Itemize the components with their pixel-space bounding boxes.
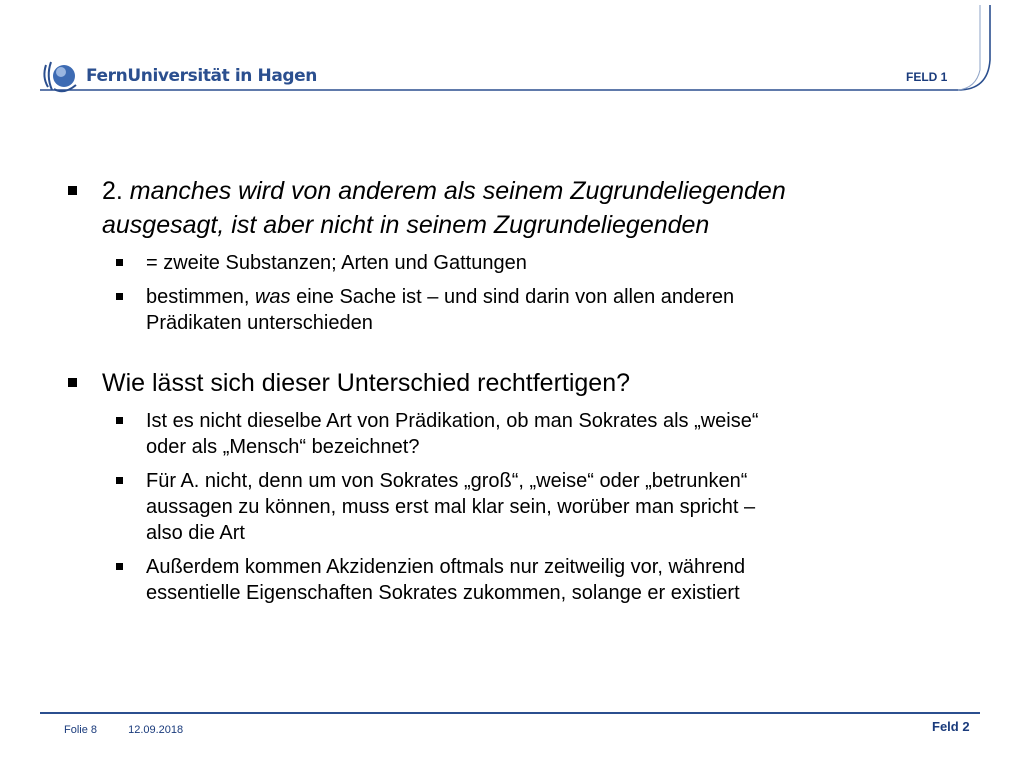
university-logo	[40, 56, 317, 96]
slide-number: Folie 8	[64, 724, 98, 736]
bullet-2-sub-3	[60, 554, 980, 606]
bullet-1-sub-1-text: = zweite Substanzen; Arten und Gattungen	[146, 252, 527, 274]
bullet-2-sub-1-line1: Ist es nicht dieselbe Art von Prädikation, ob man Sokrates als „weise“	[146, 410, 759, 432]
header-feld-label: FELD 1	[906, 70, 948, 84]
globe-logo-icon	[40, 57, 80, 95]
bullet-1-sub-2-italic: was	[254, 286, 291, 308]
bullet-2-sub-3-line1: Außerdem kommen Akzidenzien oftmals nur zeitweilig vor, während	[146, 556, 746, 578]
bullet-2-sub-3-line2: essentielle Eigenschaften Sokrates zukommen, solange er existiert	[146, 582, 740, 604]
bullet-1-line2: ausgesagt, ist aber nicht in seinem Zugrundeliegenden	[102, 211, 710, 239]
bullet-1-line1: manches wird von anderem als seinem Zugrundeliegenden	[129, 177, 786, 205]
bullet-1-sub-2-post: eine Sache ist – und sind darin von allen anderen	[290, 286, 735, 308]
bullet-1-prefix: 2.	[102, 177, 130, 205]
slide-content	[60, 174, 980, 606]
bullet-1-sub-1	[60, 250, 980, 276]
slide-date: 12.09.2018	[128, 724, 184, 736]
bullet-2-sub-1	[60, 408, 980, 460]
bullet-2	[60, 366, 980, 400]
footer-left	[64, 724, 211, 736]
logo-text: FernUniversität in Hagen	[86, 66, 318, 86]
bullet-2-text: Wie lässt sich dieser Unterschied rechtfertigen?	[102, 369, 631, 397]
bullet-2-sub-2-line2: aussagen zu können, muss erst mal klar sein, worüber man spricht –	[146, 496, 756, 518]
bullet-1-sub-2	[60, 284, 980, 336]
footer-feld-label: Feld 2	[932, 719, 970, 734]
bullet-2-sub-2-line1: Für A. nicht, denn um von Sokrates „groß“, „weise“ oder „betrunken“	[146, 470, 748, 492]
bullet-2-sub-1-line2: oder als „Mensch“ bezeichnet?	[146, 436, 420, 458]
bullet-1	[60, 174, 980, 242]
footer-divider	[40, 712, 980, 714]
bullet-2-sub-2-line3: also die Art	[146, 522, 245, 544]
bullet-2-sub-2	[60, 468, 980, 546]
bullet-1-sub-2-pre: bestimmen,	[146, 286, 255, 308]
bullet-1-sub-2-line2: Prädikaten unterschieden	[146, 312, 373, 334]
